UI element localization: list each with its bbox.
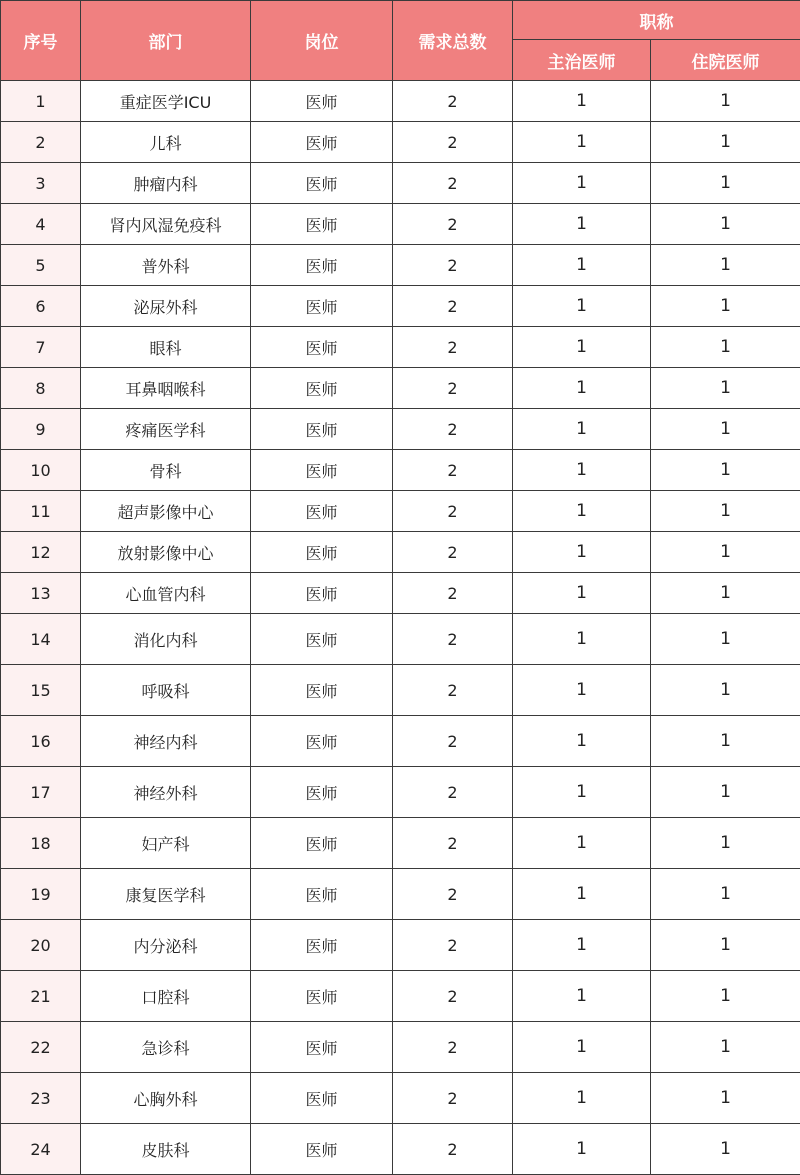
cell-total: 2: [393, 869, 513, 920]
cell-seq: 8: [1, 368, 81, 409]
cell-post: 医师: [251, 491, 393, 532]
cell-attending: 1: [513, 286, 651, 327]
cell-attending: 1: [513, 491, 651, 532]
cell-resident: 1: [651, 81, 800, 122]
table-row: [1, 122, 800, 163]
table-row: [1, 245, 800, 286]
cell-seq: 14: [1, 614, 81, 665]
cell-post: 医师: [251, 920, 393, 971]
cell-seq: 13: [1, 573, 81, 614]
cell-total: 2: [393, 409, 513, 450]
cell-resident: 1: [651, 122, 800, 163]
cell-total: 2: [393, 1073, 513, 1124]
cell-attending: 1: [513, 1073, 651, 1124]
cell-dept: 消化内科: [81, 614, 251, 665]
cell-resident: 1: [651, 818, 800, 869]
cell-dept: 普外科: [81, 245, 251, 286]
cell-post: 医师: [251, 716, 393, 767]
cell-post: 医师: [251, 665, 393, 716]
cell-post: 医师: [251, 122, 393, 163]
cell-seq: 19: [1, 869, 81, 920]
cell-post: 医师: [251, 286, 393, 327]
cell-post: 医师: [251, 450, 393, 491]
cell-dept: 心血管内科: [81, 573, 251, 614]
cell-seq: 6: [1, 286, 81, 327]
cell-attending: 1: [513, 920, 651, 971]
table-row: [1, 491, 800, 532]
cell-attending: 1: [513, 971, 651, 1022]
cell-attending: 1: [513, 869, 651, 920]
cell-dept: 呼吸科: [81, 665, 251, 716]
cell-attending: 1: [513, 163, 651, 204]
cell-post: 医师: [251, 573, 393, 614]
cell-total: 2: [393, 163, 513, 204]
cell-resident: 1: [651, 869, 800, 920]
cell-dept: 急诊科: [81, 1022, 251, 1073]
table-row: [1, 818, 800, 869]
cell-attending: 1: [513, 245, 651, 286]
cell-total: 2: [393, 286, 513, 327]
cell-seq: 24: [1, 1124, 81, 1175]
table-row: [1, 204, 800, 245]
cell-resident: 1: [651, 573, 800, 614]
cell-seq: 23: [1, 1073, 81, 1124]
cell-resident: 1: [651, 971, 800, 1022]
cell-dept: 神经外科: [81, 767, 251, 818]
cell-dept: 放射影像中心: [81, 532, 251, 573]
cell-total: 2: [393, 245, 513, 286]
cell-attending: 1: [513, 368, 651, 409]
cell-dept: 耳鼻咽喉科: [81, 368, 251, 409]
cell-resident: 1: [651, 163, 800, 204]
cell-attending: 1: [513, 532, 651, 573]
table-row: [1, 450, 800, 491]
table-row: [1, 286, 800, 327]
cell-dept: 肾内风湿免疫科: [81, 204, 251, 245]
table-header: [1, 1, 800, 81]
cell-seq: 7: [1, 327, 81, 368]
cell-seq: 11: [1, 491, 81, 532]
table-row: [1, 409, 800, 450]
cell-total: 2: [393, 767, 513, 818]
cell-resident: 1: [651, 767, 800, 818]
cell-attending: 1: [513, 818, 651, 869]
cell-post: 医师: [251, 327, 393, 368]
cell-post: 医师: [251, 1022, 393, 1073]
cell-resident: 1: [651, 614, 800, 665]
cell-dept: 皮肤科: [81, 1124, 251, 1175]
header-post: 岗位: [251, 1, 393, 81]
table-row: [1, 869, 800, 920]
table-row: [1, 81, 800, 122]
cell-dept: 康复医学科: [81, 869, 251, 920]
cell-total: 2: [393, 614, 513, 665]
cell-total: 2: [393, 450, 513, 491]
cell-seq: 18: [1, 818, 81, 869]
cell-resident: 1: [651, 716, 800, 767]
cell-attending: 1: [513, 450, 651, 491]
cell-total: 2: [393, 491, 513, 532]
cell-post: 医师: [251, 245, 393, 286]
table-row: [1, 665, 800, 716]
cell-seq: 20: [1, 920, 81, 971]
header-total: 需求总数: [393, 1, 513, 81]
cell-seq: 4: [1, 204, 81, 245]
table-row: [1, 1073, 800, 1124]
cell-dept: 肿瘤内科: [81, 163, 251, 204]
table-row: [1, 327, 800, 368]
cell-seq: 17: [1, 767, 81, 818]
cell-post: 医师: [251, 869, 393, 920]
cell-dept: 眼科: [81, 327, 251, 368]
table-row: [1, 971, 800, 1022]
cell-attending: 1: [513, 716, 651, 767]
cell-seq: 21: [1, 971, 81, 1022]
cell-attending: 1: [513, 767, 651, 818]
cell-attending: 1: [513, 1022, 651, 1073]
cell-dept: 口腔科: [81, 971, 251, 1022]
cell-attending: 1: [513, 122, 651, 163]
header-seq: 序号: [1, 1, 81, 81]
cell-dept: 骨科: [81, 450, 251, 491]
cell-post: 医师: [251, 971, 393, 1022]
cell-post: 医师: [251, 163, 393, 204]
table-row: [1, 163, 800, 204]
cell-resident: 1: [651, 532, 800, 573]
header-title-group: 职称: [513, 1, 800, 40]
cell-resident: 1: [651, 1124, 800, 1175]
cell-resident: 1: [651, 920, 800, 971]
cell-post: 医师: [251, 81, 393, 122]
cell-total: 2: [393, 971, 513, 1022]
cell-seq: 1: [1, 81, 81, 122]
cell-resident: 1: [651, 1022, 800, 1073]
cell-post: 医师: [251, 767, 393, 818]
cell-total: 2: [393, 716, 513, 767]
cell-dept: 内分泌科: [81, 920, 251, 971]
cell-dept: 泌尿外科: [81, 286, 251, 327]
cell-attending: 1: [513, 204, 651, 245]
cell-dept: 儿科: [81, 122, 251, 163]
cell-attending: 1: [513, 665, 651, 716]
cell-resident: 1: [651, 286, 800, 327]
cell-post: 医师: [251, 532, 393, 573]
cell-attending: 1: [513, 81, 651, 122]
cell-post: 医师: [251, 1124, 393, 1175]
cell-total: 2: [393, 81, 513, 122]
cell-seq: 12: [1, 532, 81, 573]
table-row: [1, 368, 800, 409]
cell-total: 2: [393, 368, 513, 409]
cell-seq: 10: [1, 450, 81, 491]
cell-attending: 1: [513, 573, 651, 614]
table-row: [1, 716, 800, 767]
cell-resident: 1: [651, 491, 800, 532]
cell-dept: 神经内科: [81, 716, 251, 767]
table-row: [1, 532, 800, 573]
table-row: [1, 614, 800, 665]
cell-resident: 1: [651, 245, 800, 286]
cell-seq: 9: [1, 409, 81, 450]
cell-attending: 1: [513, 327, 651, 368]
cell-post: 医师: [251, 368, 393, 409]
cell-total: 2: [393, 665, 513, 716]
cell-total: 2: [393, 1022, 513, 1073]
table-row: [1, 1124, 800, 1175]
cell-post: 医师: [251, 818, 393, 869]
cell-post: 医师: [251, 204, 393, 245]
table-row: [1, 573, 800, 614]
cell-seq: 5: [1, 245, 81, 286]
table-row: [1, 920, 800, 971]
cell-total: 2: [393, 327, 513, 368]
table-row: [1, 1022, 800, 1073]
cell-seq: 15: [1, 665, 81, 716]
cell-resident: 1: [651, 450, 800, 491]
table-row: [1, 767, 800, 818]
cell-post: 医师: [251, 409, 393, 450]
cell-seq: 3: [1, 163, 81, 204]
cell-seq: 16: [1, 716, 81, 767]
cell-resident: 1: [651, 1073, 800, 1124]
cell-seq: 22: [1, 1022, 81, 1073]
cell-dept: 重症医学ICU: [81, 81, 251, 122]
header-attending: 主治医师: [513, 40, 651, 81]
cell-total: 2: [393, 818, 513, 869]
cell-total: 2: [393, 204, 513, 245]
cell-total: 2: [393, 1124, 513, 1175]
cell-total: 2: [393, 122, 513, 163]
cell-attending: 1: [513, 1124, 651, 1175]
cell-total: 2: [393, 573, 513, 614]
cell-dept: 心胸外科: [81, 1073, 251, 1124]
cell-attending: 1: [513, 614, 651, 665]
header-resident: 住院医师: [651, 40, 800, 81]
cell-dept: 疼痛医学科: [81, 409, 251, 450]
cell-total: 2: [393, 532, 513, 573]
cell-post: 医师: [251, 614, 393, 665]
cell-attending: 1: [513, 409, 651, 450]
cell-post: 医师: [251, 1073, 393, 1124]
cell-total: 2: [393, 920, 513, 971]
header-dept: 部门: [81, 1, 251, 81]
cell-dept: 妇产科: [81, 818, 251, 869]
cell-resident: 1: [651, 665, 800, 716]
cell-resident: 1: [651, 368, 800, 409]
cell-resident: 1: [651, 327, 800, 368]
cell-seq: 2: [1, 122, 81, 163]
cell-resident: 1: [651, 204, 800, 245]
table-body: [1, 81, 800, 1175]
cell-resident: 1: [651, 409, 800, 450]
cell-dept: 超声影像中心: [81, 491, 251, 532]
